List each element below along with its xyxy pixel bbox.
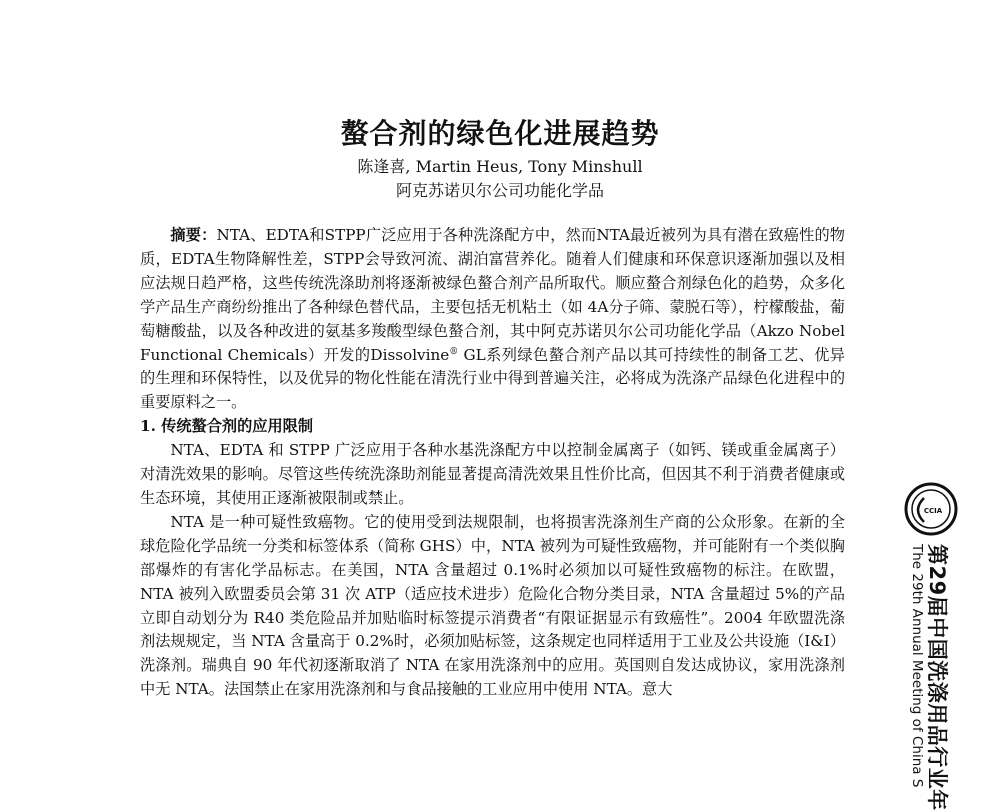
- section-paragraph-2: NTA 是一种可疑性致癌物。它的使用受到法规限制，也将损害洗涤剂生产商的公众形象。在新的全球危险化学品统一分类和标签体系（简称 GHS）中，NTA 被列为可疑性致癌物，并可能附有一个类似胸部爆炸的有害化学品标志。在美国，NTA 含量超过 0.1%时必须加以可疑性致癌物的标注。在欧盟，NTA 被列入欧盟委员会第 31 次 ATP（适应技术进步）危险化合物分类目录，NTA 含量超过 5%的产品立即自动划分为 R40 类危险品并加贴临时标签提示消费者“有限证据显示有致癌性”。2004 年欧盟洗涤剂法规规定，当 NTA 含量高于 0.2%时，必须加贴标签，这条规定也同样适用于工业及公共设施（I&I）洗涤剂。瑞典自 90 年代初逐渐取消了 NTA 在家用洗涤剂中的应用。英国则自发达成协议，家用洗涤剂中无 NTA。法国禁止在家用洗涤剂和与食品接触的工业应用中使用 NTA。意大: [140, 512, 845, 699]
- abstract-text-1: NTA、EDTA和STPP广泛应用于各种洗涤配方中，然而NTA最近被列为具有潜在致癌性的物质，EDTA生物降解性差，STPP会导致河流、湖泊富营养化。随着人们健康和环保意识逐渐加强以及相应法规日趋严格，这些传统洗涤助剂将逐渐被绿色螯合剂产品所取代。顺应螯合剂绿色化的趋势，众多化学产品生产商纷纷推出了各种绿色替代品，主要包括无机粘土（如 4A分子筛、蒙脱石等），柠檬酸盐，葡萄糖酸盐，以及各种改进的氨基多羧酸型绿色螯合剂，其中阿克苏诺贝尔公司功能化学品（Akzo Nobel Functional Chemicals）开发的Dissolvine: [140, 226, 845, 364]
- section-paragraph-1: NTA、EDTA 和 STPP 广泛应用于各种水基洗涤配方中以控制金属离子（如钙、镁或重金属离子）对清洗效果的影响。尽管这些传统洗涤助剂能显著提高清洗效果且性价比高，但因其不利于消费者健康或生态环境，其使用正逐渐被限制或禁止。: [140, 441, 845, 507]
- page-title: 螯合剂的绿色化进展趋势: [340, 117, 660, 150]
- abstract-text-2: GL系列绿色螯合剂产品以其可持续性的制备工艺、优异的生理和环保特性，以及优异的物化性能在清洗行业中得到普遍关注，必将成为洗涤产品绿色化进程中的重要原料之一。: [140, 345, 845, 412]
- authors: 陈逢喜, Martin Heus, Tony Minshull: [357, 157, 643, 176]
- registered-mark: ®: [449, 346, 459, 357]
- logo-text: CCIA: [923, 507, 943, 515]
- conference-logo-icon: [904, 482, 958, 536]
- sidebar-conference-cn: 第29届中国洗涤用品行业年: [925, 544, 949, 811]
- abstract-label: 摘要：: [170, 226, 217, 244]
- body-text: [140, 224, 845, 702]
- conference-sidebar: [898, 482, 968, 811]
- sidebar-conference-en: The 29th Annual Meeting of China S: [909, 544, 925, 788]
- affiliation: 阿克苏诺贝尔公司功能化学品: [395, 181, 604, 200]
- abstract-paragraph: [140, 224, 845, 415]
- section-heading: 1. 传统螯合剂的应用限制: [140, 417, 314, 436]
